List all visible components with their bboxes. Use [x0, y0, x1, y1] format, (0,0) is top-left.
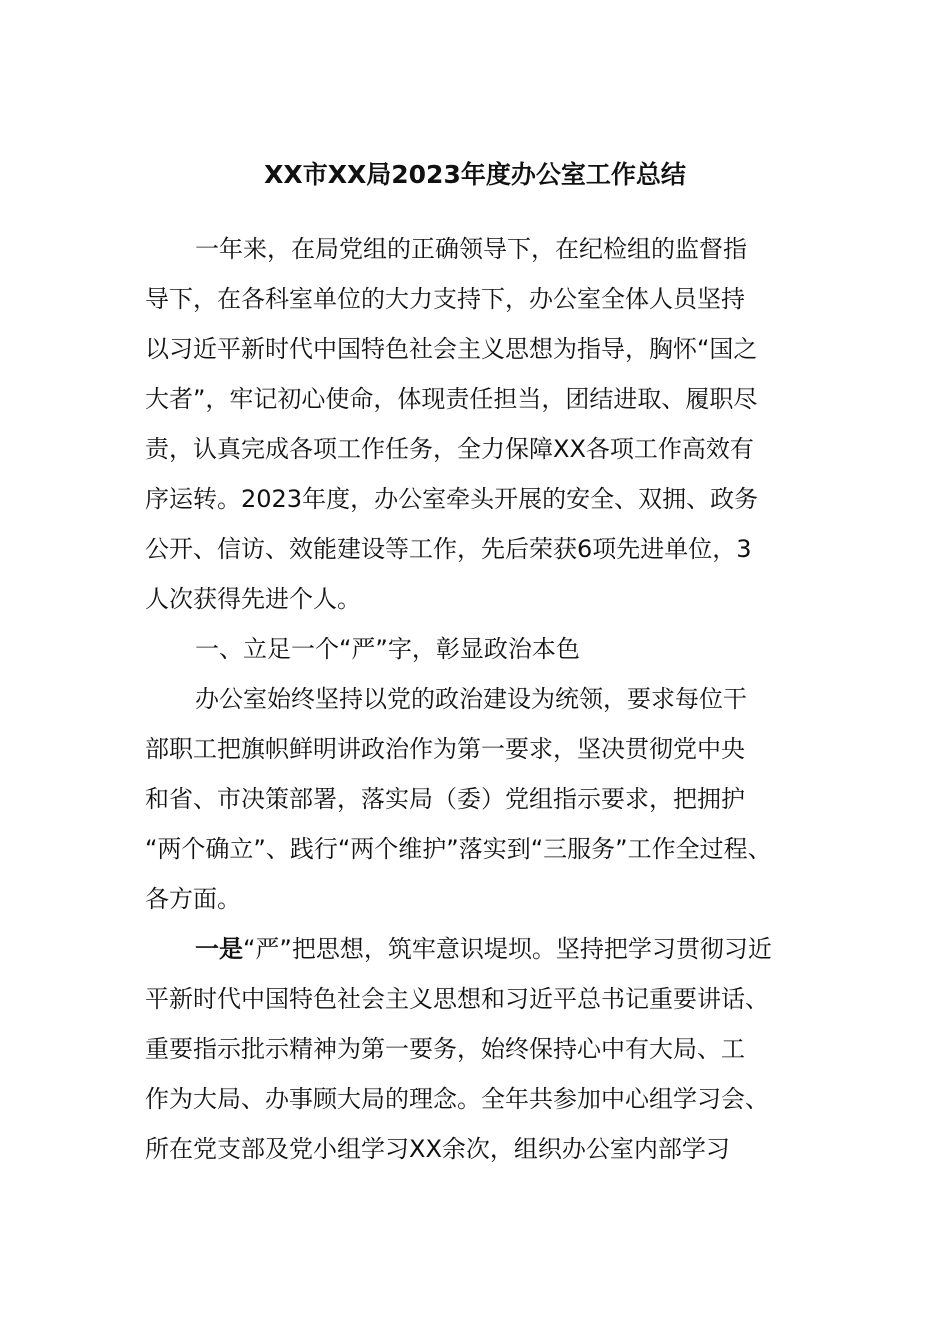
- paragraph-line: 重要指示批示精神为第一要务，始终保持心中有大局、工: [145, 1035, 745, 1063]
- paragraph-line: “两个确立”、践行“两个维护”落实到“三服务”工作全过程、: [145, 835, 772, 863]
- paragraph-line: 公开、信访、效能建设等工作，先后荣获6项先进单位，3: [145, 535, 752, 563]
- document-body: [145, 224, 810, 1174]
- paragraph-line: 作为大局、办事顾大局的理念。全年共参加中心组学习会、: [145, 1085, 769, 1113]
- section-heading: 一、立足一个“严”字，彰显政治本色: [195, 635, 580, 663]
- paragraph-line: 大者”，牢记初心使命，体现责任担当，团结进取、履职尽: [145, 385, 758, 413]
- paragraph-line: 以习近平新时代中国特色社会主义思想为指导，胸怀“国之: [145, 335, 758, 363]
- paragraph-line: 序运转。2023年度，办公室牵头开展的安全、双拥、政务: [145, 485, 759, 513]
- paragraph-line: 和省、市决策部署，落实局（委）党组指示要求，把拥护: [145, 785, 745, 813]
- paragraph-line: 所在党支部及党小组学习XX余次，组织办公室内部学习: [145, 1135, 730, 1163]
- paragraph-line: 责，认真完成各项工作任务，全力保障XX各项工作高效有: [145, 435, 754, 463]
- paragraph-line: 人次获得先进个人。: [145, 585, 361, 613]
- paragraph-line: 部职工把旗帜鲜明讲政治作为第一要求，坚决贯彻党中央: [145, 735, 745, 763]
- document-title: XX市XX局2023年度办公室工作总结: [264, 160, 686, 189]
- paragraph-line: 办公室始终坚持以党的政治建设为统领，要求每位干: [195, 685, 747, 713]
- paragraph-line: 各方面。: [145, 885, 241, 913]
- paragraph-line: 导下，在各科室单位的大力支持下，办公室全体人员坚持: [145, 285, 745, 313]
- paragraph-line: 一年来，在局党组的正确领导下，在纪检组的监督指: [195, 235, 747, 263]
- paragraph-line: [145, 924, 810, 974]
- bold-lead: 一是: [195, 935, 243, 963]
- paragraph-text: “严”把思想，筑牢意识堤坝。坚持把学习贯彻习近: [243, 935, 772, 963]
- paragraph-line: 平新时代中国特色社会主义思想和习近平总书记重要讲话、: [145, 985, 769, 1013]
